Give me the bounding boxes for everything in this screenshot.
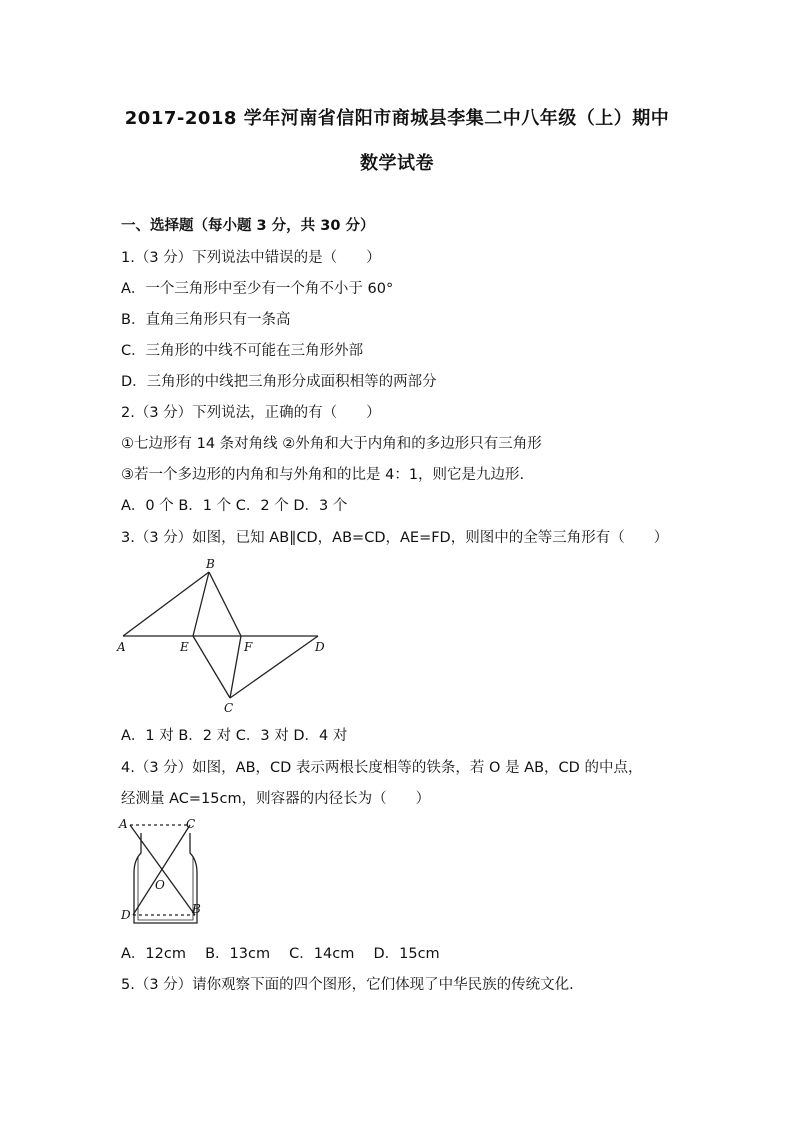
bar-ab — [130, 825, 195, 915]
container-outline — [134, 833, 197, 923]
label-a: A — [117, 640, 126, 654]
q4-options: A．12cm B．13cm C．14cm D．15cm — [121, 946, 440, 962]
q5-stem: 5.（3 分）请你观察下面的四个图形，它们体现了中华民族的传统文化. — [121, 977, 574, 993]
label-e: E — [180, 640, 189, 654]
q1-option-c: C．三角形的中线不可能在三角形外部 — [121, 343, 364, 359]
section-heading: 一、选择题（每小题 3 分，共 30 分） — [121, 218, 375, 234]
q1-option-b: B．直角三角形只有一条高 — [121, 312, 291, 328]
q1-stem: 1.（3 分）下列说法中错误的是（ ） — [121, 250, 381, 266]
label-c: C — [224, 701, 234, 715]
exam-title-line2: 数学试卷 — [360, 153, 434, 174]
segment-ab — [123, 572, 209, 636]
q4-stem-line1: 4.（3 分）如图，AB，CD 表示两根长度相等的铁条，若 O 是 AB，CD 的中点， — [121, 760, 643, 776]
q4-figure — [115, 815, 210, 935]
label-d: D — [315, 640, 325, 654]
exam-title-line1: 2017-2018 学年河南省信阳市商城县李集二中八年级（上）期中 — [124, 108, 670, 129]
container-inner — [138, 857, 193, 920]
q3-stem: 3.（3 分）如图，已知 AB∥CD，AB=CD，AE=FD，则图中的全等三角形有（ ） — [121, 530, 669, 546]
q2-statement-line1: ①七边形有 14 条对角线 ②外角和大于内角和的多边形只有三角形 — [121, 436, 542, 452]
q1-option-d: D．三角形的中线把三角形分成面积相等的两部分 — [121, 374, 437, 390]
label-d: D — [121, 908, 131, 922]
q3-figure — [115, 556, 330, 716]
label-b: B — [192, 902, 201, 916]
label-o: O — [155, 878, 165, 892]
q2-options: A．0 个 B．1 个 C．2 个 D．3 个 — [121, 498, 348, 514]
label-c: C — [186, 817, 196, 831]
q3-options: A．1 对 B．2 对 C．3 对 D．4 对 — [121, 728, 348, 744]
q1-option-a: A．一个三角形中至少有一个角不小于 60° — [121, 281, 394, 297]
label-f: F — [244, 640, 253, 654]
q4-stem-line2: 经测量 AC=15cm，则容器的内径长为（ ） — [121, 791, 431, 807]
label-a: A — [119, 817, 128, 831]
label-b: B — [206, 557, 215, 571]
q2-stem: 2.（3 分）下列说法，正确的有（ ） — [121, 405, 381, 421]
segment-fc — [230, 636, 241, 698]
segment-ec — [193, 636, 230, 698]
segment-bf — [209, 572, 241, 636]
q2-statement-line2: ③若一个多边形的内角和与外角和的比是 4：1，则它是九边形. — [121, 467, 525, 483]
